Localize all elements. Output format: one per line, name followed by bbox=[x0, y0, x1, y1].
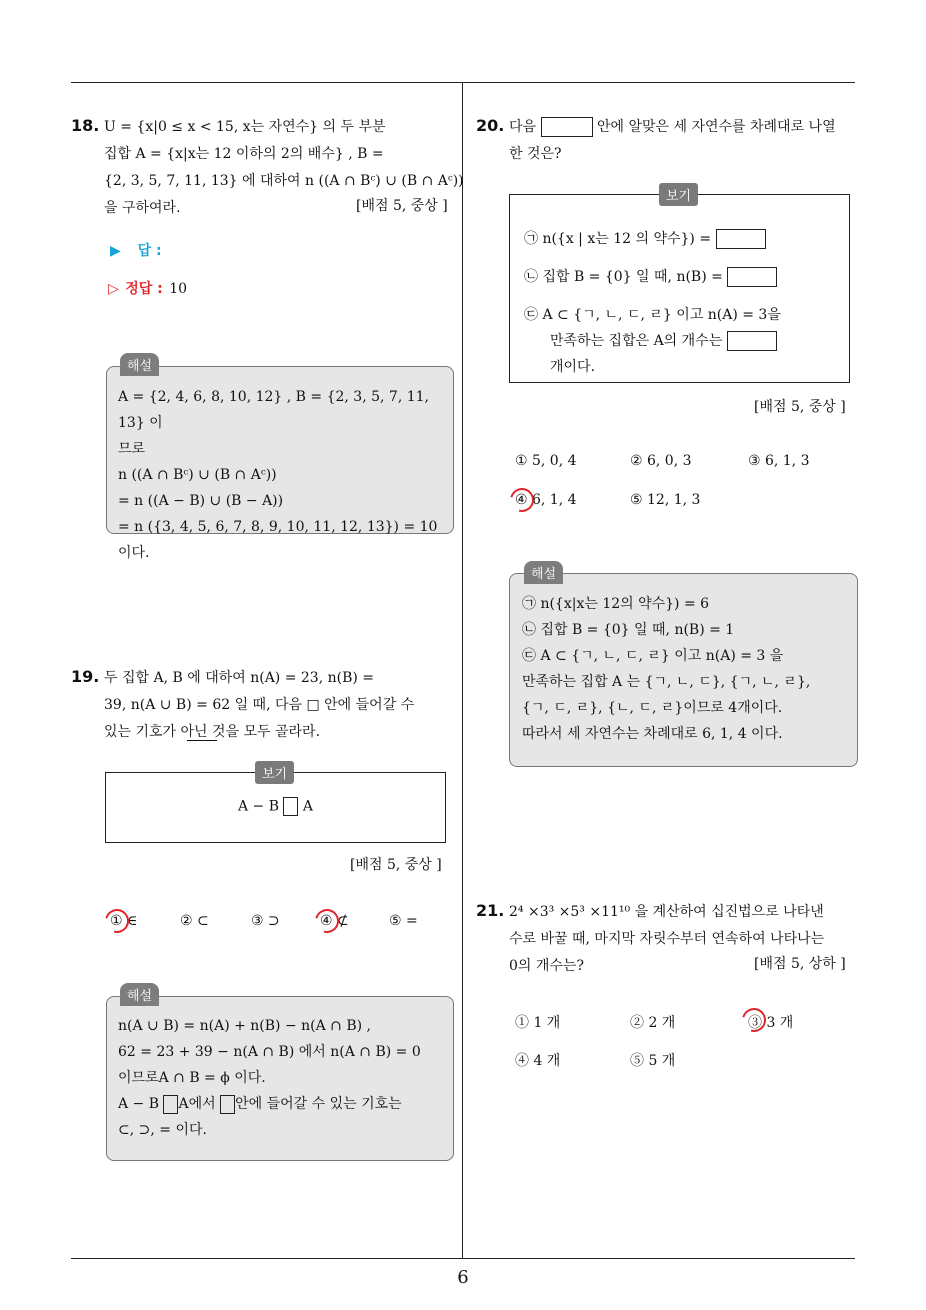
q19-solution-line: 62 = 23 + 39 − n(A ∩ B) 에서 n(A ∩ B) = 0 bbox=[118, 1044, 421, 1060]
q20-choice-3[interactable]: ③ 6, 1, 3 bbox=[748, 453, 810, 469]
q20-bogi-item-text: ㉠ n({x | x는 12 의 약수}) = bbox=[524, 231, 712, 247]
q20-number: 20. bbox=[476, 116, 505, 135]
q20-bogi-item: ㉢ A ⊂ {ㄱ, ㄴ, ㄷ, ㄹ} 이고 n(A) = 3을 bbox=[524, 307, 781, 323]
q21-line: 2⁴ ×3³ ×5³ ×11¹⁰ 을 계산하여 십진법으로 나타낸 bbox=[509, 904, 824, 920]
bottom-rule bbox=[71, 1258, 855, 1259]
q18-correct-label: 정답 : bbox=[125, 281, 163, 297]
play-icon: ▶ bbox=[110, 243, 121, 259]
outline-play-icon: ▷ bbox=[108, 281, 119, 297]
q20-line1-a: 다음 bbox=[509, 119, 537, 135]
q21-choice-3[interactable]: ③ 3 개 bbox=[748, 1015, 794, 1031]
q19-solution-tag: 해설 bbox=[120, 983, 159, 1006]
q19-solution-text bbox=[118, 1013, 444, 1143]
page-number: 6 bbox=[457, 1267, 469, 1288]
q20-bogi-item-text: ㉡ 집합 B = {0} 일 때, n(B) = bbox=[524, 269, 723, 285]
q21-number: 21. bbox=[476, 901, 505, 920]
column-divider bbox=[462, 83, 463, 1259]
q18-solution-line: 므로 bbox=[118, 441, 146, 457]
q20-solution-line: ㉡ 집합 B = {0} 일 때, n(B) = 1 bbox=[522, 622, 735, 638]
q19-choice-5[interactable]: ⑤ = bbox=[389, 913, 418, 929]
q20-solution-line: ㉢ A ⊂ {ㄱ, ㄴ, ㄷ, ㄹ} 이고 n(A) = 3 을 bbox=[522, 648, 784, 664]
q20-bogi-item: 개이다. bbox=[550, 359, 596, 375]
q19-solution-in: A에서 bbox=[178, 1096, 216, 1112]
q19-solution-line: ⊂, ⊃, = 이다. bbox=[118, 1122, 207, 1138]
q19-solution-rest: 안에 들어갈 수 있는 기호는 bbox=[235, 1096, 402, 1112]
q20-bogi-item-text: 만족하는 집합은 A의 개수는 bbox=[550, 333, 723, 349]
q18-solution-line: = n ({3, 4, 5, 6, 7, 8, 9, 10, 11, 12, 13}) = 10 이다. bbox=[118, 519, 438, 561]
q21-score: [배점 5, 상하 ] bbox=[754, 956, 846, 972]
q19-bogi-left: A − B bbox=[237, 798, 279, 815]
q20-bogi-items bbox=[524, 226, 781, 380]
q20-choice-2[interactable]: ② 6, 0, 3 bbox=[630, 453, 692, 469]
q18-line: 집합 A = {x|x는 12 이하의 2의 배수} , B = bbox=[104, 146, 384, 162]
q20-bogi-tag: 보기 bbox=[659, 183, 698, 206]
q19-choice-3[interactable]: ③ ⊃ bbox=[251, 913, 280, 929]
q18-answer-label: 답 : bbox=[137, 243, 162, 259]
q19-line: 있는 기호가 아닌 것을 모두 골라라. bbox=[104, 724, 321, 740]
q19-blank-box bbox=[283, 797, 298, 816]
q19-line: 39, n(A ∪ B) = 62 일 때, 다음 □ 안에 들어갈 수 bbox=[104, 697, 415, 713]
q18-solution-line: A = {2, 4, 6, 8, 10, 12} , B = {2, 3, 5, 7, 11, 13} 이 bbox=[118, 389, 429, 431]
q21-choice-2[interactable]: ② 2 개 bbox=[630, 1015, 676, 1031]
q19-answer-mark-1 bbox=[101, 905, 134, 938]
q18-solution-tag: 해설 bbox=[120, 353, 159, 376]
q20-text bbox=[509, 114, 859, 168]
q19-answer-mark-4 bbox=[311, 905, 344, 938]
q21-line: 0의 개수는? bbox=[509, 958, 584, 974]
q21-choice-5[interactable]: ⑤ 5 개 bbox=[630, 1053, 676, 1069]
q18-correct-row bbox=[108, 278, 187, 298]
q20-bogi-blank bbox=[716, 229, 766, 249]
q19-solution-line bbox=[118, 1091, 444, 1117]
q19-score: [배점 5, 중상 ] bbox=[350, 857, 442, 873]
q20-choice-1[interactable]: ① 5, 0, 4 bbox=[515, 453, 577, 469]
top-rule bbox=[71, 82, 855, 83]
q19-choice-2[interactable]: ② ⊂ bbox=[180, 913, 209, 929]
q20-choice-5[interactable]: ⑤ 12, 1, 3 bbox=[630, 492, 701, 508]
q19-solution-line: 이므로A ∩ B = ϕ 이다. bbox=[118, 1070, 266, 1086]
q20-solution-line: {ㄱ, ㄷ, ㄹ}, {ㄴ, ㄷ, ㄹ}이므로 4개이다. bbox=[522, 700, 783, 716]
q19-number: 19. bbox=[71, 667, 100, 686]
q20-solution-tag: 해설 bbox=[524, 561, 563, 584]
q20-bogi-blank bbox=[727, 267, 777, 287]
q18-solution-text bbox=[118, 384, 444, 566]
q20-score: [배점 5, 중상 ] bbox=[754, 399, 846, 415]
q18-line: U = {x|0 ≤ x < 15, x는 자연수} 의 두 부분 bbox=[104, 119, 386, 135]
q18-score: [배점 5, 중상 ] bbox=[356, 198, 448, 214]
q19-bogi-expr bbox=[106, 797, 445, 816]
q19-solution-blank bbox=[220, 1095, 235, 1114]
q20-blank-box bbox=[541, 117, 593, 137]
q19-choice-1[interactable]: ① ∈ bbox=[110, 913, 138, 929]
q21-choice-1[interactable]: ① 1 개 bbox=[515, 1015, 561, 1031]
q19-underline bbox=[187, 740, 217, 741]
q20-solution-text bbox=[522, 591, 850, 747]
q20-choice-4[interactable]: ④ 6, 1, 4 bbox=[515, 492, 577, 508]
q21-line: 수로 바꿀 때, 마지막 자릿수부터 연속하여 나타나는 bbox=[509, 931, 825, 947]
q18-answer-row bbox=[110, 240, 162, 260]
q19-solution-blank bbox=[163, 1095, 178, 1114]
q20-answer-mark-4 bbox=[506, 484, 539, 517]
q20-line bbox=[509, 114, 859, 141]
q18-solution-line: = n ((A − B) ∪ (B − A)) bbox=[118, 493, 284, 509]
q19-bogi-right: A bbox=[302, 798, 314, 815]
q18-correct-value: 10 bbox=[169, 281, 188, 297]
q19-line: 두 집합 A, B 에 대하여 n(A) = 23, n(B) = bbox=[104, 670, 375, 686]
q19-choice-4[interactable]: ④ ⊄ bbox=[320, 913, 349, 929]
q20-solution-line: ㉠ n({x|x는 12의 약수}) = 6 bbox=[522, 596, 710, 612]
q20-bogi-item bbox=[524, 264, 781, 302]
q19-text bbox=[104, 665, 454, 746]
q18-line: {2, 3, 5, 7, 11, 13} 에 대하여 n ((A ∩ Bᶜ) ∪ (B ∩ Aᶜ)) bbox=[104, 173, 464, 189]
q18-line: 을 구하여라. bbox=[104, 200, 181, 216]
q20-line1-b: 안에 알맞은 세 자연수를 차례대로 나열 bbox=[596, 119, 836, 135]
q18-solution-line: n ((A ∩ Bᶜ) ∪ (B ∩ Aᶜ)) bbox=[118, 467, 277, 483]
q19-bogi-tag: 보기 bbox=[255, 761, 294, 784]
q21-choice-4[interactable]: ④ 4 개 bbox=[515, 1053, 561, 1069]
q18-number: 18. bbox=[71, 116, 100, 135]
q20-bogi-blank bbox=[727, 331, 777, 351]
q20-solution-line: 따라서 세 자연수는 차례대로 6, 1, 4 이다. bbox=[522, 726, 783, 742]
q20-line: 한 것은? bbox=[509, 146, 562, 162]
q20-bogi-item bbox=[524, 328, 781, 354]
q20-bogi-item bbox=[524, 226, 781, 264]
q20-solution-line: 만족하는 집합 A 는 {ㄱ, ㄴ, ㄷ}, {ㄱ, ㄴ, ㄹ}, bbox=[522, 674, 811, 690]
q19-solution-line: n(A ∪ B) = n(A) + n(B) − n(A ∩ B) , bbox=[118, 1018, 372, 1034]
q19-solution-expr: A − B bbox=[118, 1096, 160, 1112]
